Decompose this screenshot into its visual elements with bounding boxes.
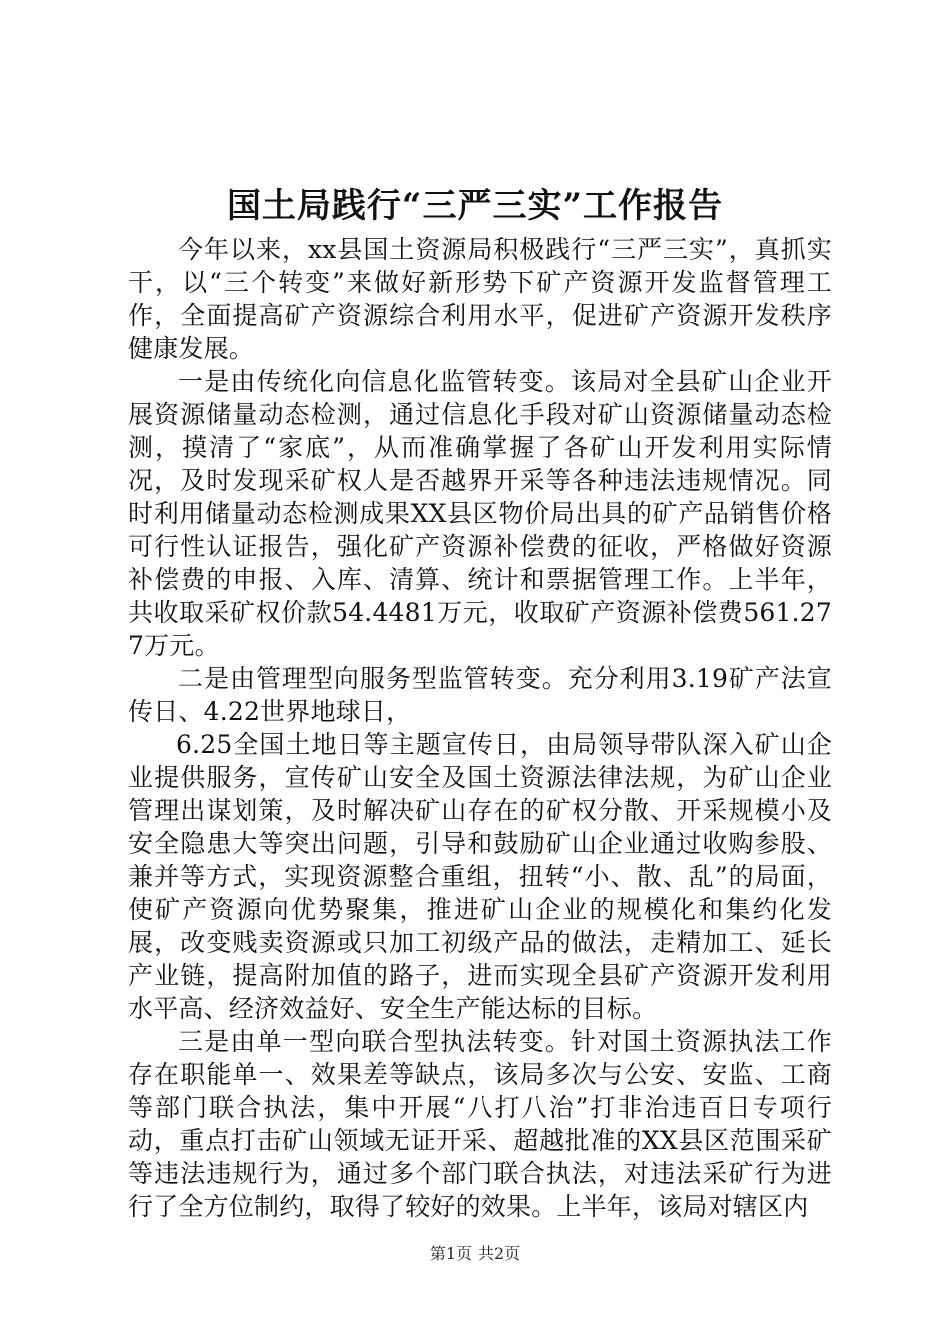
paragraph-point-three: 三是由单一型向联合型执法转变。针对国土资源执法工作存在职能单一、效果差等缺点，该局多次与公安、安监、工商等部门联合执法，集中开展“八打八治”打非治违百日专项行动，重点打击矿山领域无证开采、超越批准的XX县区范围采矿等违法违规行为，通过多个部门联合执法，对违法采矿行为进行了全方位制约，取得了较好的效果。上半年，该局对辖区内 bbox=[128, 1027, 832, 1221]
paragraph-point-one: 一是由传统化向信息化监管转变。该局对全县矿山企业开展资源储量动态检测，通过信息化手段对矿山资源储量动态检测，摸清了“家底”，从而准确掌握了各矿山开发利用实际情况，及时发现采矿权人是否越界开采等各种违法违规情况。同时利用储量动态检测成果XX县区物价局出具的矿产品销售价格可行性认证报告，强化矿产资源补偿费的征收，严格做好资源补偿费的申报、入库、清算、统计和票据管理工作。上半年，共收取采矿权价款54.4481万元，收取矿产资源补偿费561.277万元。 bbox=[128, 367, 832, 660]
document-body bbox=[128, 233, 832, 1223]
paragraph-point-two-continued: 6.25全国土地日等主题宣传日，由局领导带队深入矿山企业提供服务，宣传矿山安全及国土资源法律法规，为矿山企业管理出谋划策，及时解决矿山存在的矿权分散、开采规模小及安全隐患大等突出问题，引导和鼓励矿山企业通过收购参股、兼并等方式，实现资源整合重组，扭转“小、散、乱”的局面，使矿产资源向优势聚集，推进矿山企业的规模化和集约化发展，改变贱卖资源或只加工初级产品的做法，走精加工、延长产业链，提高附加值的路子，进而实现全县矿产资源开发利用水平高、经济效益好、安全生产能达标的目标。 bbox=[128, 730, 832, 1023]
document-title: 国土局践行“三严三实”工作报告 bbox=[226, 186, 724, 226]
page-number: 第1页 bbox=[429, 1244, 472, 1263]
page-total: 共2页 bbox=[478, 1244, 521, 1263]
paragraph-intro: 今年以来，xx县国土资源局积极践行“三严三实”，真抓实干，以“三个转变”来做好新形势下矿产资源开发监督管理工作，全面提高矿产资源综合利用水平，促进矿产资源开发秩序健康发展。 bbox=[128, 235, 832, 363]
page-footer bbox=[0, 1243, 950, 1265]
paragraph-point-two: 二是由管理型向服务型监管转变。充分利用3.19矿产法宣传日、4.22世界地球日， bbox=[128, 664, 832, 726]
